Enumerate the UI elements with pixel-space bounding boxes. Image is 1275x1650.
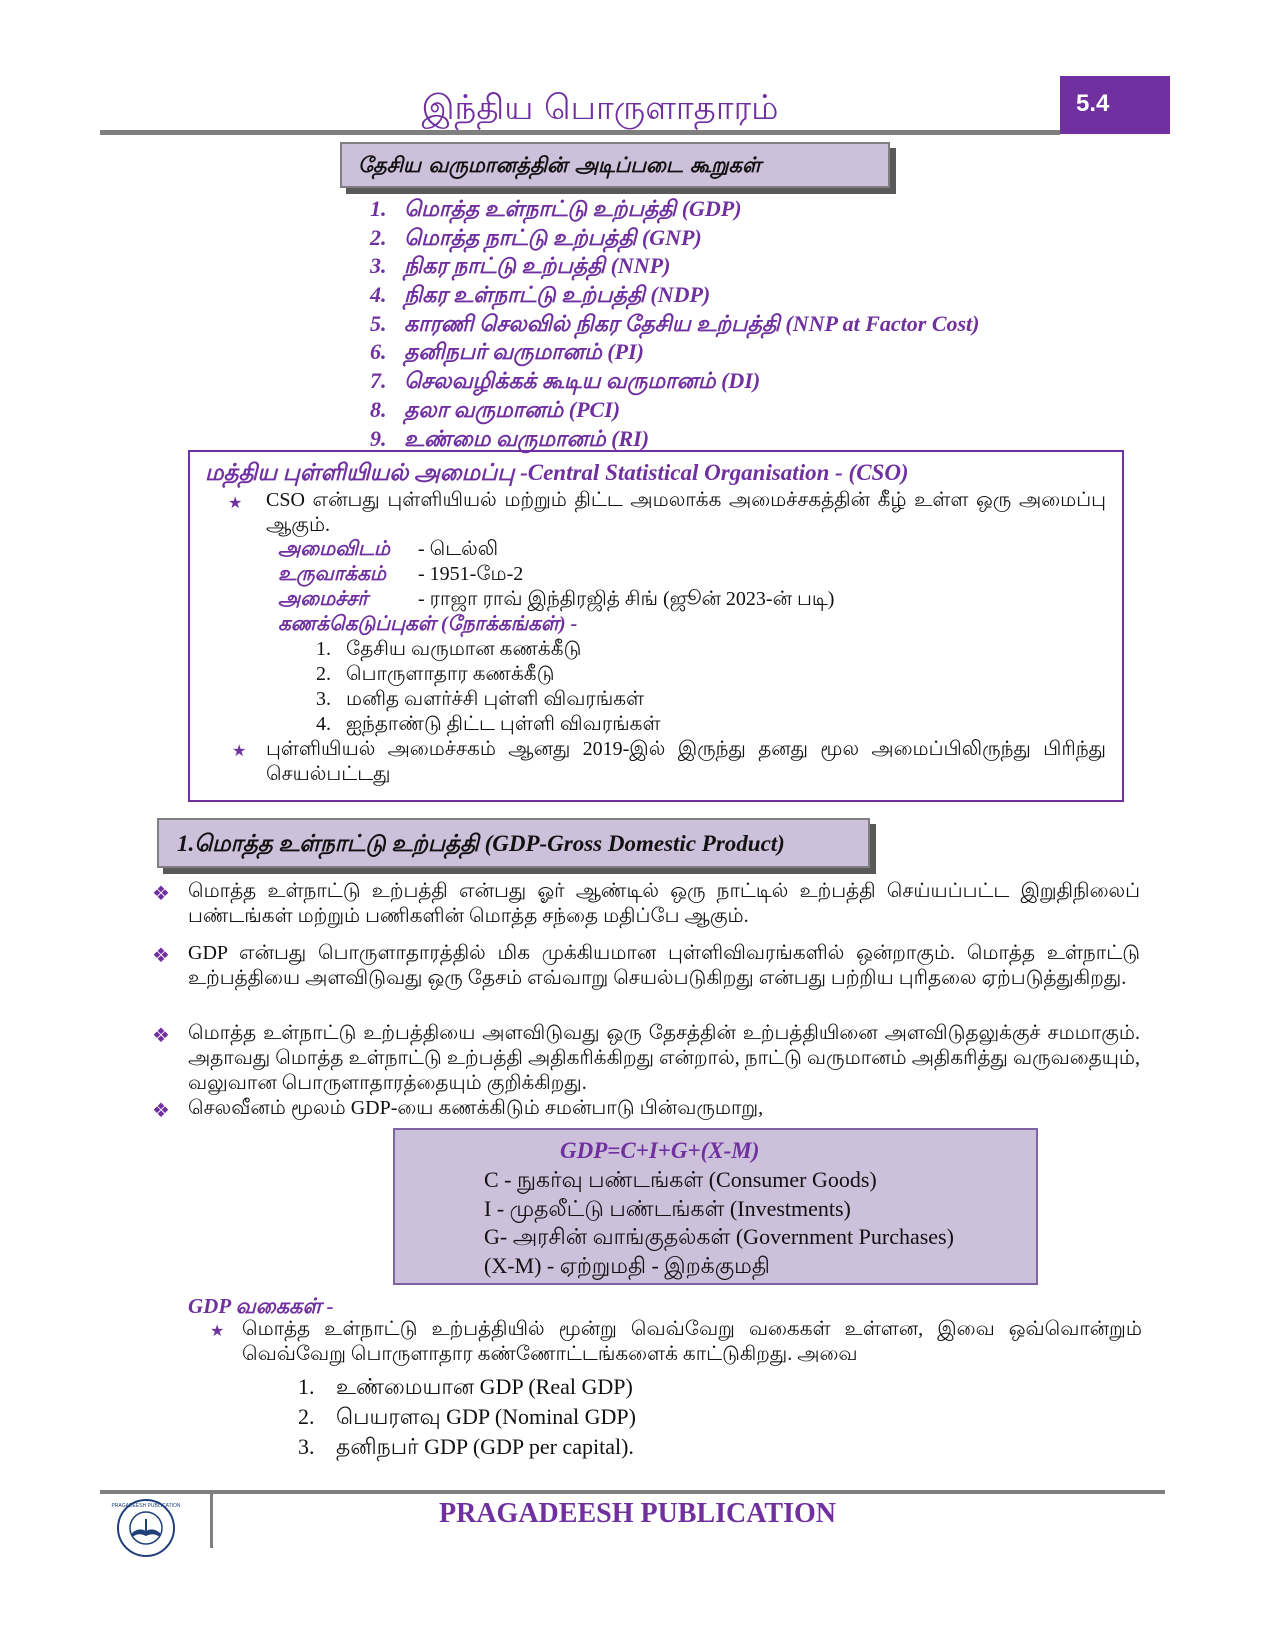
diamond-bullet-icon: ❖ bbox=[152, 1025, 170, 1047]
cso-objectives-list bbox=[316, 637, 661, 737]
components-list bbox=[370, 195, 980, 453]
list-item: 1. உண்மையான GDP (Real GDP) bbox=[298, 1374, 633, 1399]
cso-intro: CSO என்பது புள்ளியியல் மற்றும் திட்ட அமலாக்க அமைச்சகத்தின் கீழ் உள்ள ஒரு அமைப்பு ஆகும். bbox=[266, 489, 1106, 536]
list-item: 2. மொத்த நாட்டு உற்பத்தி (GNP) bbox=[370, 224, 702, 250]
gdp-formula: GDP=C+I+G+(X-M) bbox=[560, 1138, 760, 1163]
list-item: 3. நிகர நாட்டு உற்பத்தி (NNP) bbox=[370, 253, 671, 279]
list-item: 8. தலா வருமானம் (PCI) bbox=[370, 396, 621, 422]
list-item: 6. தனிநபர் வருமானம் (PI) bbox=[370, 339, 644, 365]
list-item: 3. மனித வளர்ச்சி புள்ளி விவரங்கள் bbox=[316, 688, 645, 710]
gdp-types-label: GDP வகைகள் - bbox=[188, 1294, 334, 1318]
list-item: 9. உண்மை வருமானம் (RI) bbox=[370, 425, 650, 451]
formula-line: (X-M) - ஏற்றுமதி - இறக்குமதி bbox=[484, 1252, 770, 1278]
cso-minister-row: அமைச்சர் - ராஜா ராவ் இந்திரஜித் சிங் (ஜூன் 2023-ன் படி) bbox=[278, 588, 835, 610]
list-item: 2. பொருளாதார கணக்கீடு bbox=[316, 663, 555, 685]
cso-hq-row: அமைவிடம் - டெல்லி bbox=[278, 538, 499, 560]
diamond-bullet-icon: ❖ bbox=[152, 883, 170, 905]
list-item: 4. நிகர உள்நாட்டு உற்பத்தி (NDP) bbox=[370, 282, 711, 308]
gdp-heading: 1.மொத்த உள்நாட்டு உற்பத்தி (GDP-Gross Domestic Product) bbox=[157, 818, 870, 868]
page-title: இந்திய பொருளாதாரம் bbox=[421, 88, 779, 128]
formula-line: C - நுகர்வு பண்டங்கள் (Consumer Goods) bbox=[484, 1167, 877, 1192]
list-item: 2. பெயரளவு GDP (Nominal GDP) bbox=[298, 1404, 636, 1429]
star-bullet-icon: ★ bbox=[210, 1323, 225, 1340]
star-bullet-icon: ★ bbox=[232, 743, 247, 760]
diamond-bullet-icon: ❖ bbox=[152, 1100, 170, 1122]
list-item: 1. தேசிய வருமான கணக்கீடு bbox=[316, 638, 582, 660]
header-rule bbox=[100, 130, 1060, 135]
cso-objectives-label: கணக்கெடுப்புகள் (நோக்கங்கள்) - bbox=[278, 613, 578, 635]
formula-line: G- அரசின் வாங்குதல்கள் (Government Purchases) bbox=[484, 1224, 954, 1249]
list-item: 5. காரணி செலவில் நிகர தேசிய உற்பத்தி (NNP at Factor Cost) bbox=[370, 310, 980, 336]
gdp-bullet-1: மொத்த உள்நாட்டு உற்பத்தி என்பது ஓர் ஆண்டில் ஒரு நாட்டில் உற்பத்தி செய்யப்பட்ட இறுதிநிலைப் பண்டங்கள் மற்றும் பணிகளின் மொத்த சந்தை மதிப்பே ஆகும். bbox=[188, 880, 1141, 927]
list-item: 3. தனிநபர் GDP (GDP per capital). bbox=[298, 1434, 634, 1459]
gdp-types-intro: மொத்த உள்நாட்டு உற்பத்தியில் மூன்று வெவ்வேறு வகைகள் உள்ளன, இவை ஒவ்வொன்றும் வெவ்வேறு பொருளாதார கண்ணோட்டங்களைக் காட்டுகிறது. அவை bbox=[242, 1318, 1142, 1365]
cso-title: மத்திய புள்ளியியல் அமைப்பு -Central Statistical Organisation - (CSO) bbox=[205, 460, 909, 485]
page-number-badge: 5.4 bbox=[1060, 76, 1170, 134]
gdp-bullet-2: GDP என்பது பொருளாதாரத்தில் மிக முக்கியமான புள்ளிவிவரங்களில் ஒன்றாகும். மொத்த உள்நாட்டு உற்பத்தியை அளவிடுவது ஒரு தேசம் எவ்வாறு செயல்படுகிறது என்பது பற்றிய புரிதலை ஏற்படுத்துகிறது. bbox=[188, 942, 1140, 989]
star-bullet-icon: ★ bbox=[228, 495, 243, 512]
footer-rule bbox=[100, 1490, 1165, 1494]
cso-note: புள்ளியியல் அமைச்சகம் ஆனது 2019-இல் இருந்து தனது மூல அமைப்பிலிருந்து பிரிந்து செயல்பட்டது bbox=[266, 738, 1106, 785]
logo-text: PRAGADEESH PUBLICATION bbox=[111, 1503, 181, 1509]
formula-legend bbox=[484, 1166, 954, 1280]
cso-formed-row: உருவாக்கம் - 1951-மே-2 bbox=[278, 563, 524, 585]
diamond-bullet-icon: ❖ bbox=[152, 945, 170, 967]
gdp-types-list bbox=[298, 1372, 636, 1462]
list-item: 4. ஐந்தாண்டு திட்ட புள்ளி விவரங்கள் bbox=[316, 713, 661, 735]
publisher-name: PRAGADEESH PUBLICATION bbox=[439, 1498, 836, 1529]
components-heading: தேசிய வருமானத்தின் அடிப்படை கூறுகள் bbox=[340, 142, 890, 188]
gdp-bullet-3: மொத்த உள்நாட்டு உற்பத்தியை அளவிடுவது ஒரு தேசத்தின் உற்பத்தியினை அளவிடுதலுக்குச் சமமாகும். அதாவது மொத்த உள்நாட்டு உற்பத்தி அதிகரிக்கிறது என்றால், நாட்டு வருமானம் அதிகரித்து வருவதையும், வலுவான பொருளாதாரத்தையும் குறிக்கிறது. bbox=[188, 1022, 1140, 1094]
list-item: 7. செலவழிக்கக் கூடிய வருமானம் (DI) bbox=[370, 368, 761, 394]
list-item: 1. மொத்த உள்நாட்டு உற்பத்தி (GDP) bbox=[370, 196, 742, 221]
formula-line: I - முதலீட்டு பண்டங்கள் (Investments) bbox=[484, 1195, 851, 1221]
gdp-bullet-4: செலவீனம் மூலம் GDP-யை கணக்கிடும் சமன்பாடு பின்வருமாறு, bbox=[188, 1097, 764, 1119]
